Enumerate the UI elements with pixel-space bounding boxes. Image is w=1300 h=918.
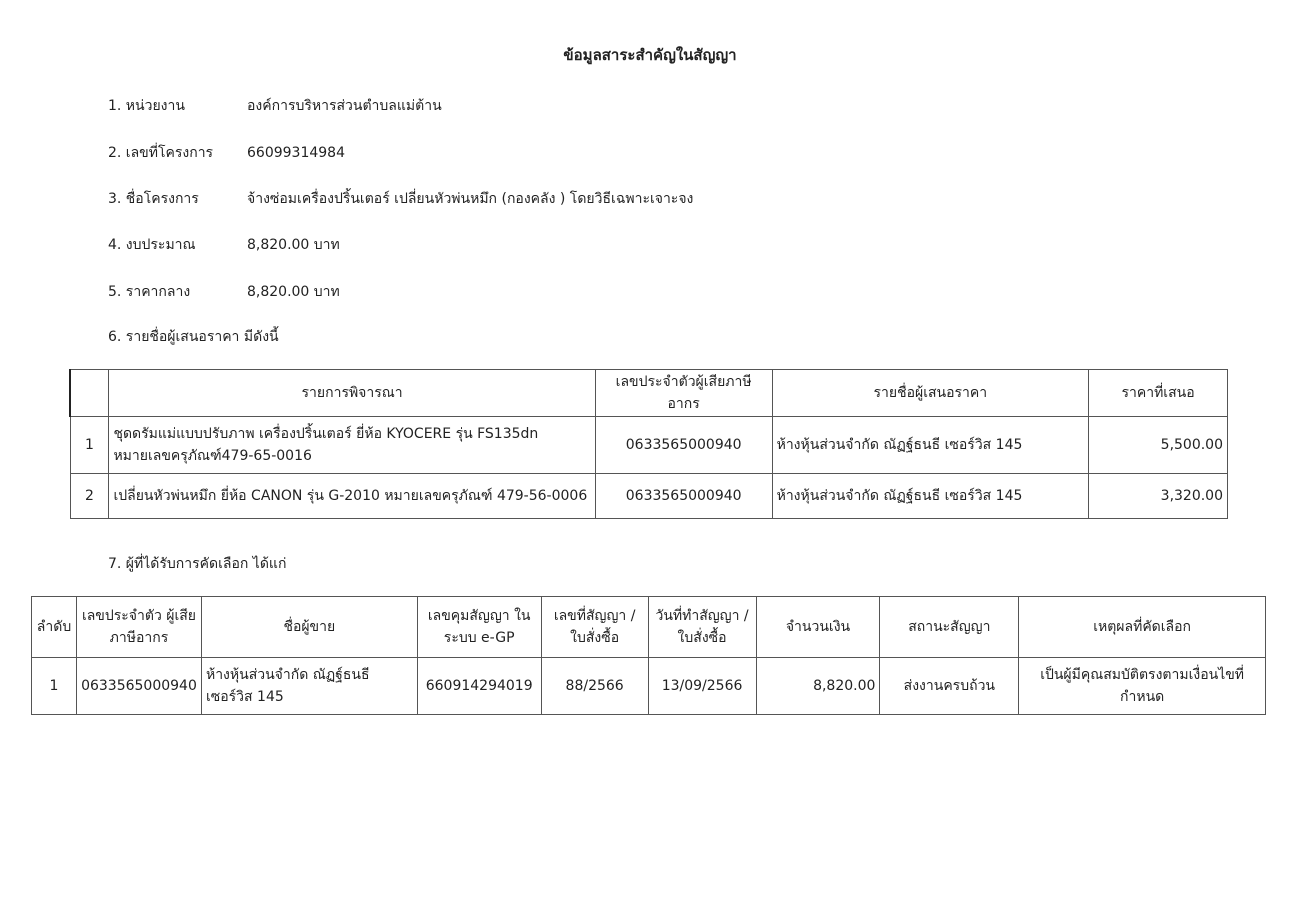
table-row (70, 474, 1228, 519)
bid-item: ชุดดรัมแม่แบบปรับภาพ เครื่องปริ้นเตอร์ ยี่ห้อ KYOCERE รุ่น FS135dn หมายเลขครุภัณฑ์479-65-0016 (109, 417, 595, 474)
info-row-reference-price (108, 281, 340, 303)
bidders-header-bidder: รายชื่อผู้เสนอราคา (772, 370, 1089, 417)
bidders-header-no (70, 370, 109, 417)
bidders-header-row (70, 370, 1228, 417)
bid-tax-id: 0633565000940 (595, 474, 772, 519)
info-row-project-name (108, 188, 693, 210)
winner-tax-id: 0633565000940 (76, 658, 201, 715)
bid-item: เปลี่ยนหัวพ่นหมึก ยี่ห้อ CANON รุ่น G-2010 หมายเลขครุภัณฑ์ 479-56-0006 (109, 474, 595, 519)
winner-header-reason: เหตุผลที่คัดเลือก (1019, 597, 1266, 658)
winner-contract-date: 13/09/2566 (648, 658, 756, 715)
winner-header-row (32, 597, 1266, 658)
winner-header-amount: จำนวนเงิน (756, 597, 880, 658)
bid-bidder: ห้างหุ้นส่วนจำกัด ณัฏฐ์ธนธี เซอร์วิส 145 (772, 474, 1089, 519)
winner-seller: ห้างหุ้นส่วนจำกัด ณัฏฐ์ธนธี เซอร์วิส 145 (201, 658, 417, 715)
bidders-header-tax-id: เลขประจำตัวผู้เสียภาษีอากร (595, 370, 772, 417)
info-row-project-number (108, 142, 345, 164)
winner-table (31, 596, 1266, 715)
winner-header-contract-no: เลขที่สัญญา / ใบสั่งซื้อ (541, 597, 648, 658)
info-label: 1. หน่วยงาน (108, 98, 185, 114)
winner-header-seller: ชื่อผู้ขาย (201, 597, 417, 658)
bid-no: 1 (70, 417, 109, 474)
bidders-section-label: 6. รายชื่อผู้เสนอราคา มีดังนี้ (108, 329, 279, 345)
bid-price: 5,500.00 (1089, 417, 1228, 474)
winner-header-egp-no: เลขคุมสัญญา ในระบบ e-GP (417, 597, 541, 658)
winner-contract-no: 88/2566 (541, 658, 648, 715)
info-value: 8,820.00 บาท (247, 284, 340, 300)
bid-no: 2 (70, 474, 109, 519)
info-label: 4. งบประมาณ (108, 237, 196, 253)
bidders-header-item: รายการพิจารณา (109, 370, 595, 417)
winner-header-status: สถานะสัญญา (880, 597, 1019, 658)
bid-price: 3,320.00 (1089, 474, 1228, 519)
winner-seq: 1 (32, 658, 77, 715)
info-value: 8,820.00 บาท (247, 237, 340, 253)
bidders-table (69, 369, 1228, 519)
info-label: 2. เลขที่โครงการ (108, 145, 214, 161)
winner-amount: 8,820.00 (756, 658, 880, 715)
winner-reason: เป็นผู้มีคุณสมบัติตรงตามเงื่อนไขที่กำหนด (1019, 658, 1266, 715)
winner-header-tax-id: เลขประจำตัว ผู้เสียภาษีอากร (76, 597, 201, 658)
info-label: 5. ราคากลาง (108, 284, 191, 300)
bidders-header-price: ราคาที่เสนอ (1089, 370, 1228, 417)
winner-header-seq: ลำดับ (32, 597, 77, 658)
bid-tax-id: 0633565000940 (595, 417, 772, 474)
bid-bidder: ห้างหุ้นส่วนจำกัด ณัฏฐ์ธนธี เซอร์วิส 145 (772, 417, 1089, 474)
info-value: องค์การบริหารส่วนตำบลแม่ต้าน (247, 98, 442, 114)
winner-section-label: 7. ผู้ที่ได้รับการคัดเลือก ได้แก่ (108, 556, 287, 572)
info-value: 66099314984 (247, 145, 345, 161)
info-row-budget (108, 234, 340, 256)
info-label: 3. ชื่อโครงการ (108, 191, 199, 207)
page-title: ข้อมูลสาระสำคัญในสัญญา (563, 46, 737, 64)
info-row-agency (108, 95, 442, 117)
info-value: จ้างซ่อมเครื่องปริ้นเตอร์ เปลี่ยนหัวพ่นหมึก (กองคลัง ) โดยวิธีเฉพาะเจาะจง (247, 191, 694, 207)
winner-header-contract-date: วันที่ทำสัญญา / ใบสั่งซื้อ (648, 597, 756, 658)
table-row (32, 658, 1266, 715)
table-row (70, 417, 1228, 474)
winner-egp-no: 660914294019 (417, 658, 541, 715)
winner-status: ส่งงานครบถ้วน (880, 658, 1019, 715)
